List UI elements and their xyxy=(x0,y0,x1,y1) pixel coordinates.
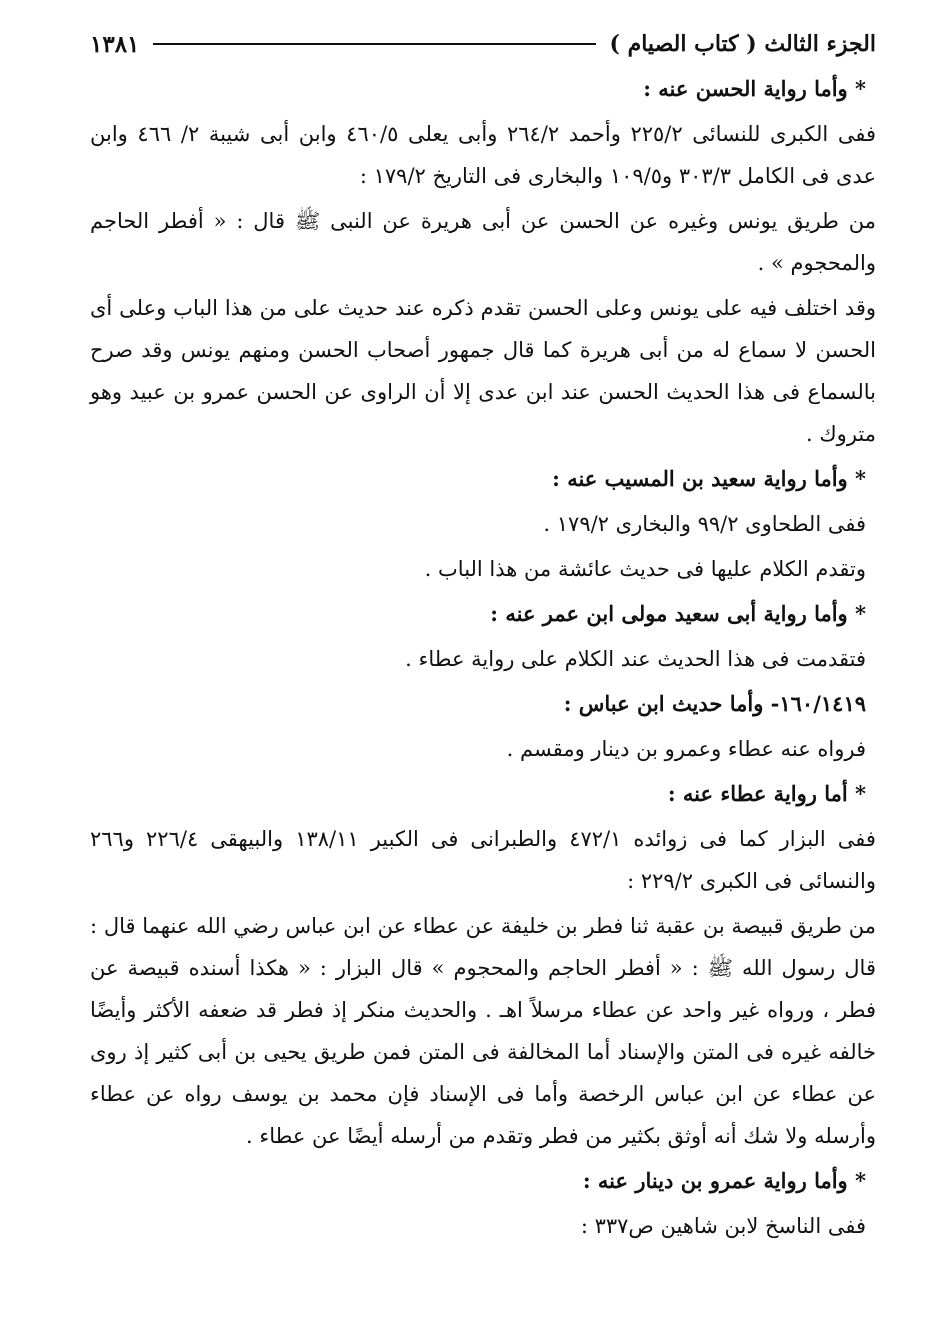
header-rule xyxy=(153,43,595,45)
paragraph-ataa-sources: ففى البزار كما فى زوائده ٤٧٢/١ والطبرانى فى الكبير ١٣٨/١١ والبيهقى ٢٢٦/٤ و٢٦٦ والنسائى فى الكبرى ٢٢٩/٢ : xyxy=(90,827,876,893)
paragraph-hasan-sources: ففى الكبرى للنسائى ٢٢٥/٢ وأحمد ٢٦٤/٢ وأبى يعلى ٤٦٠/٥ وابن أبى شيبة ٢/ ٤٦٦ وابن عدى فى الكامل ٣٠٣/٣ و١٠٩/٥ والبخارى فى التاريخ ١٧٩/٢ : xyxy=(90,122,877,188)
paragraph-saeed-note: وتقدم الكلام عليها فى حديث عائشة من هذا الباب . xyxy=(424,557,866,581)
paragraph-hasan-discussion: وقد اختلف فيه على يونس وعلى الحسن تقدم ذكره عند حديث على من هذا الباب وعلى أى الحسن لا سماع له من أبى هريرة كما قال جمهور أصحاب الحسن ومنهم يونس وقد صرح بالسماع فى هذا الحديث الحسن عند ابن عدى إلا أن الراوى عن الحسن عمرو بن عبيد وهو متروك . xyxy=(90,296,876,446)
section-heading-hasan: * وأما رواية الحسن عنه : xyxy=(643,76,866,101)
paragraph-amr-sources: ففى الناسخ لابن شاهين ص٣٣٧ : xyxy=(580,1214,866,1238)
paragraph-ataa-discussion: من طريق قبيصة بن عقبة ثنا فطر بن خليفة عن عطاء عن ابن عباس رضي الله عنهما قال : قال رسول الله ﷺ : « أفطر الحاجم والمحجوم » قال البزار : « هكذا أسنده قبيصة عن فطر ، ورواه غير واحد عن عطاء مرسلاً اهـ . والحديث منكر إذ فطر قد ضعفه الأكثر وأيضًا خالفه غيره فى المتن والإسناد أما المخالفة فى المتن فمن طريق يحيى بن أبى كثير إذ روى عن عطاء عن ابن عباس الرخصة وأما فى الإسناد فإن محمد بن يوسف رواه عن عطاء وأرسله ولا شك أنه أوثق بكثير من فطر وتقدم من أرسله أيضًا عن عطاء . xyxy=(90,914,876,1148)
book-page xyxy=(90,26,876,1250)
paragraph-ibn-abbas-narrators: فرواه عنه عطاء وعمرو بن دينار ومقسم . xyxy=(506,737,866,761)
page-number: ١٣٨١ xyxy=(90,30,140,58)
paragraph-saeed-sources: ففى الطحاوى ٩٩/٢ والبخارى ١٧٩/٢ . xyxy=(543,512,866,536)
section-heading-abu-saeed: * وأما رواية أبى سعيد مولى ابن عمر عنه : xyxy=(490,601,866,626)
section-heading-saeed: * وأما رواية سعيد بن المسيب عنه : xyxy=(552,466,866,491)
page-header xyxy=(90,26,876,62)
running-title: الجزء الثالث ( كتاب الصيام ) xyxy=(609,31,876,57)
section-heading-ibn-abbas: ١٦٠/١٤١٩- وأما حديث ابن عباس : xyxy=(563,691,866,716)
page-content xyxy=(90,68,876,1247)
section-heading-ataa: * أما رواية عطاء عنه : xyxy=(667,781,866,806)
section-heading-amr: * وأما رواية عمرو بن دينار عنه : xyxy=(582,1168,866,1193)
paragraph-abu-saeed-note: فتقدمت فى هذا الحديث عند الكلام على رواية عطاء . xyxy=(405,647,866,671)
paragraph-hasan-chain: من طريق يونس وغيره عن الحسن عن أبى هريرة عن النبى ﷺ قال : « أفطر الحاجم والمحجوم » . xyxy=(90,209,876,275)
